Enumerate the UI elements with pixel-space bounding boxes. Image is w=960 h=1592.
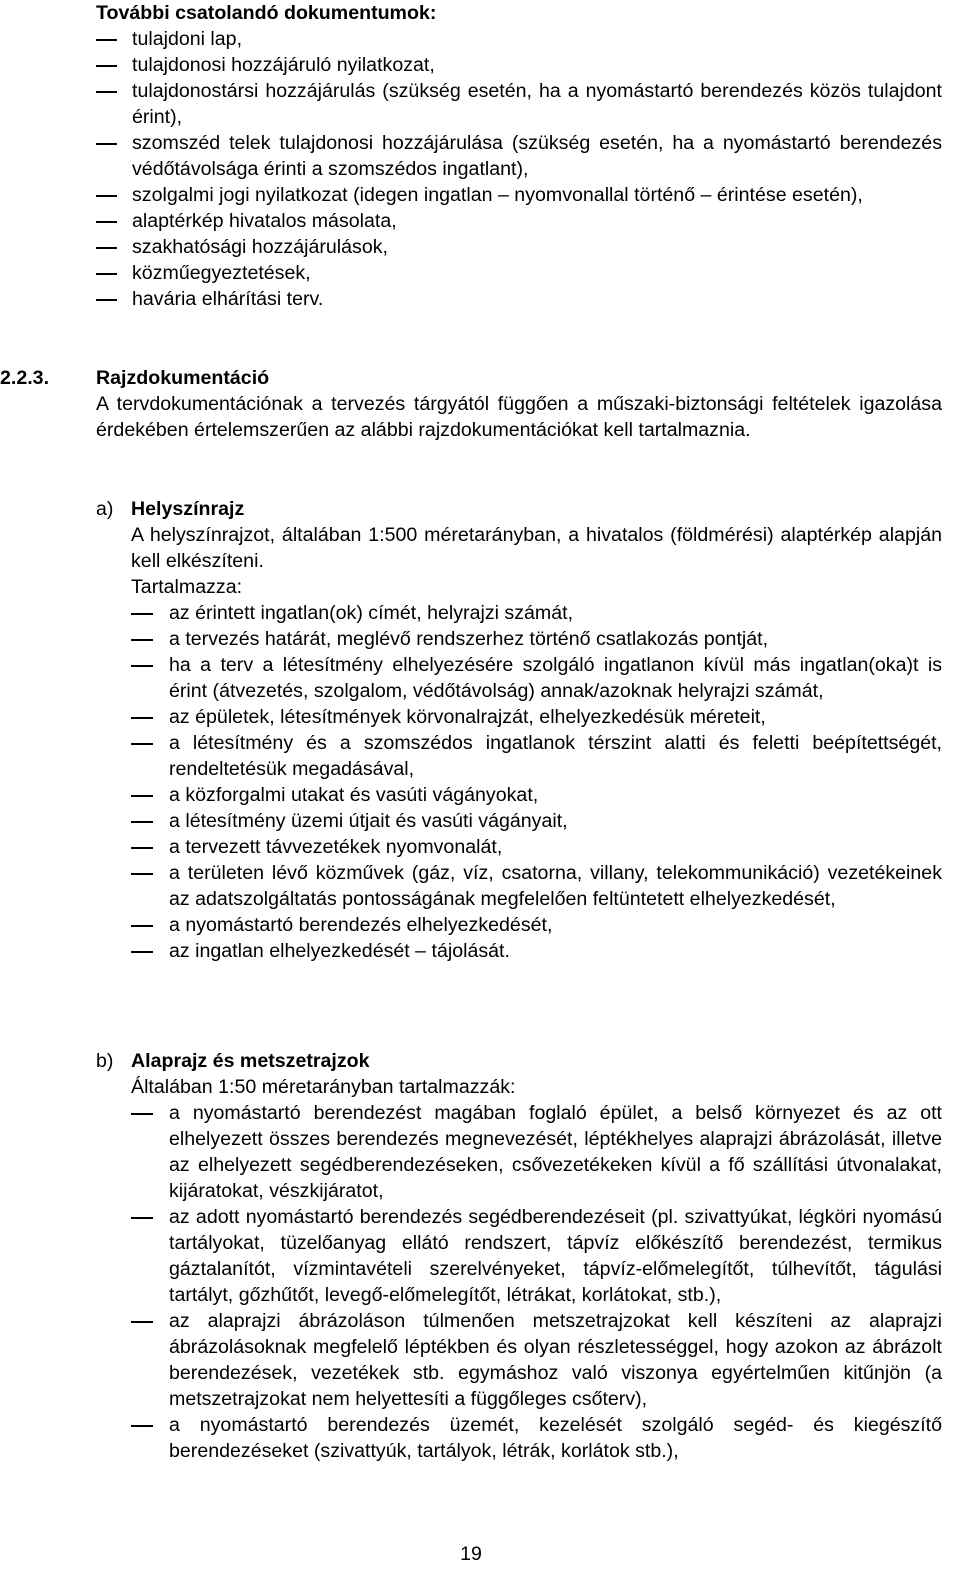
dash-bullet [96,65,117,67]
section-title: Rajzdokumentáció [96,367,270,389]
list-item-text: a nyomástartó berendezés üzemét, kezelését szolgáló segéd- és kiegészítő berendezéseket (szivattyúk, tartályok, létrák, korlátok stb.), [169,1414,942,1462]
list-item [131,912,942,938]
subsection-intro: A helyszínrajzot, általában 1:500 méretarányban, a hivatalos (földmérési) alaptérkép alapján kell elkészíteni. [131,524,942,572]
list-item-text: az ingatlan elhelyezkedését – tájolását. [169,940,510,962]
list-item-text: havária elhárítási terv. [132,288,324,310]
list-item-text: tulajdonostársi hozzájárulás (szükség esetén, ha a nyomástartó berendezés közös tulajdont érint), [132,80,942,128]
list-item [131,1204,942,1308]
dash-bullet [131,1217,153,1219]
list-item-text: a tervezett távvezetékek nyomvonalát, [169,836,503,858]
list-item [131,1308,942,1412]
dash-bullet [131,717,153,719]
page-number: 19 [460,1543,482,1565]
list-item [131,1100,942,1204]
list-item [131,782,942,808]
list-item-text: a nyomástartó berendezést magában foglaló épület, a belső környezet és az ott elhelyezett összes berendezés megnevezését, léptékhelyes alaprajzi ábrázolását, illetve az elhelyezett segédberendezéseken, csővezetékeken kívül a fő szállítási útvonalakat, kijáratokat, vészkijáratot, [169,1102,942,1202]
dash-bullet [131,665,153,667]
list-item [131,834,942,860]
dash-bullet [131,743,153,745]
attachments-list [96,26,942,312]
list-item-text: szomszéd telek tulajdonosi hozzájárulása (szükség esetén, ha a nyomástartó berendezés védőtávolsága érinti a szomszédos ingatlant), [132,132,942,180]
list-item-text: az épületek, létesítmények körvonalrajzát, elhelyezkedésük méreteit, [169,706,766,728]
list-item-text: az érintett ingatlan(ok) címét, helyrajzi számát, [169,602,574,624]
dash-bullet [131,1425,153,1427]
subsection-letter: a) [96,498,114,520]
attachments-section [96,0,942,312]
subsection-body [131,522,942,964]
dash-bullet [96,273,117,275]
list-item [96,78,942,130]
list-item-text: közműegyeztetések, [132,262,311,284]
dash-bullet [131,613,153,615]
list-item [96,52,942,78]
list-item [96,208,942,234]
list-item-text: alaptérkép hivatalos másolata, [132,210,397,232]
subsection-letter: b) [96,1050,114,1072]
list-item [131,652,942,704]
dash-bullet [96,221,117,223]
subsection-body [131,1074,942,1464]
list-item [131,704,942,730]
list-item [96,286,942,312]
list-item [131,860,942,912]
list-item [96,26,942,52]
list-item-text: a létesítmény és a szomszédos ingatlanok térszint alatti és feletti beépítettségét, rendeltetésük megadásával, [169,732,942,780]
dash-bullet [131,925,153,927]
list-item [96,182,942,208]
alaprajz-list [131,1100,942,1464]
dash-bullet [96,39,117,41]
dash-bullet [131,795,153,797]
list-item [131,938,942,964]
list-item-text: tulajdonosi hozzájáruló nyilatkozat, [132,54,435,76]
section-intro: A tervdokumentációnak a tervezés tárgyától függően a műszaki-biztonsági feltételek igazolása érdekében értelemszerűen az alábbi rajzdokumentációkat kell tartalmaznia. [96,393,942,441]
list-item-text: szakhatósági hozzájárulások, [132,236,388,258]
list-item-text: a tervezés határát, meglévő rendszerhez történő csatlakozás pontját, [169,628,769,650]
list-item-text: az alaprajzi ábrázoláson túlmenően metszetrajzokat kell készíteni az alaprajzi ábrázolásoknak megfelelő léptékben és olyan részletességgel, hogy azokon az ábrázolt berendezések, vezetékek stb. egymáshoz való viszonya egyértelműen kitűnjön (a metszetrajzokat nem helyettesíti a függőleges csőterv), [169,1310,942,1410]
dash-bullet [96,299,117,301]
subsection-title: Helyszínrajz [131,498,245,520]
dash-bullet [131,639,153,641]
dash-bullet [96,143,117,145]
list-item [131,808,942,834]
helyszinrajz-list [131,600,942,964]
list-item [96,234,942,260]
list-item-text: ha a terv a létesítmény elhelyezésére szolgáló ingatlanon kívül más ingatlan(oka)t is érint (átvezetés, szolgalom, védőtávolság) annak/azoknak helyrajzi számát, [169,654,942,702]
dash-bullet [131,951,153,953]
list-item-text: a területen lévő közművek (gáz, víz, csatorna, villany, telekommunikáció) vezetékeinek az adatszolgáltatás pontosságának megfelelően feltüntetett elhelyezkedését, [169,862,942,910]
list-item [131,626,942,652]
list-item-text: az adott nyomástartó berendezés segédberendezéseit (pl. szivattyúkat, légköri nyomású tartályokat, tüzelőanyag ellátó rendszert, tápvíz előkészítő berendezést, termikus gáztalanítót, vízmintavételi szerelvényeket, tápvíz-előmelegítőt, túlhevítőt, tágulási tartályt, gőzhűtőt, levegő-előmelegítőt, létrákat, korlátokat, stb.), [169,1206,942,1306]
subsection-title: Alaprajz és metszetrajzok [131,1050,370,1072]
dash-bullet [96,195,117,197]
list-item-text: a nyomástartó berendezés elhelyezkedését, [169,914,553,936]
dash-bullet [96,91,117,93]
list-item [131,730,942,782]
section-number: 2.2.3. [0,367,50,389]
list-item-text: a közforgalmi utakat és vasúti vágányokat, [169,784,539,806]
dash-bullet [131,1321,153,1323]
dash-bullet [131,847,153,849]
contains-label: Tartalmazza: [131,576,243,598]
dash-bullet [131,873,153,875]
subsection-intro: Általában 1:50 méretarányban tartalmazzák: [131,1076,516,1098]
list-item-text: tulajdoni lap, [132,28,243,50]
list-item [131,600,942,626]
attachments-heading: További csatolandó dokumentumok: [96,2,437,24]
list-item [96,260,942,286]
dash-bullet [96,247,117,249]
dash-bullet [131,821,153,823]
list-item-text: szolgalmi jogi nyilatkozat (idegen ingatlan – nyomvonallal történő – érintése esetén), [132,184,863,206]
dash-bullet [131,1113,153,1115]
list-item [131,1412,942,1464]
list-item-text: a létesítmény üzemi útjait és vasúti vágányait, [169,810,568,832]
list-item [96,130,942,182]
